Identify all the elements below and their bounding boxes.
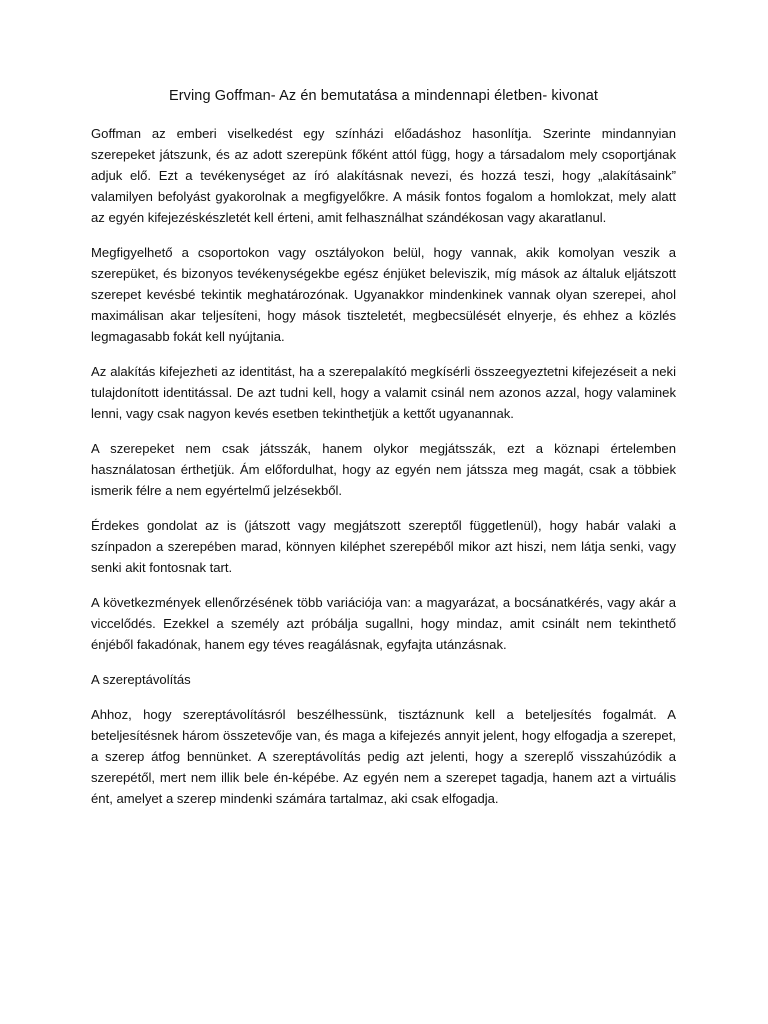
paragraph-roles: A szerepeket nem csak játsszák, hanem olykor megjátsszák, ezt a köznapi értelemben használatosan érthetjük. Ám előfordulhat, hogy az egyén nem játssza meg magát, csak a többiek ismerik félre a nem egyértelmű jelzésekből.: [91, 441, 676, 498]
paragraph-consequences: A következmények ellenőrzésének több variációja van: a magyarázat, a bocsánatkérés, vagy akár a viccelődés. Ezekkel a személy azt próbálja sugallni, hogy mindaz, amit csinált nem tekinthető énjéből fakadónak, hanem egy téves reagálásnak, egyfajta utánzásnak.: [91, 595, 676, 652]
paragraph-stage: Érdekes gondolat az is (játszott vagy megjátszott szereptől függetlenül), hogy habár valaki a színpadon a szerepében marad, könnyen kiléphet szerepéből mikor azt hiszi, nem látja senki, vagy senki akit fontosnak tart.: [91, 518, 676, 575]
paragraph-groups: Megfigyelhető a csoportokon vagy osztályokon belül, hogy vannak, akik komolyan veszik a szerepüket, és bizonyos tevékenységekbe egész énjüket beleviszik, míg mások az általuk eljátszott szerepet kevésbé tekintik meghatározónak. Ugyanakkor mindenkinek vannak olyan szerepei, ahol maximálisan akar teljesíteni, hogy mások tiszteletét, megbecsülését elnyerje, és ehhez a közlés legmagasabb fokát kell nyújtania.: [91, 245, 676, 344]
paragraph-intro: Goffman az emberi viselkedést egy színházi előadáshoz hasonlítja. Szerinte mindannyian szerepeket játszunk, és az adott szerepünk főként attól függ, hogy a társadalom mely csoportjának adjuk elő. Ezt a tevékenységet az író alakításnak nevezi, és hozzá teszi, hogy „alakításaink” valamilyen befolyást gyakorolnak a megfigyelőkre. A másik fontos fogalom a homlokzat, mely alatt az egyén kifejezéskészletét kell érteni, amit felhasználhat szándékosan vagy akaratlanul.: [91, 126, 676, 225]
document-title: Erving Goffman- Az én bemutatása a mindennapi életben- kivonat: [168, 88, 599, 104]
paragraph-role-distance: Ahhoz, hogy szereptávolításról beszélhessünk, tisztáznunk kell a beteljesítés fogalmát. A beteljesítésnek három összetevője van, és maga a kifejezés annyit jelent, hogy elfogadja a szerepet, a szerep átfog bennünket. A szereptávolítás pedig azt jelenti, hogy a szereplő visszahúzódik a szerepétől, mert nem illik bele én-képébe. Az egyén nem a szerepet tagadja, hanem azt a virtuális ént, amelyet a szerep mindenki számára tartalmaz, aki csak elfogadja.: [91, 707, 676, 806]
section-heading: A szereptávolítás: [91, 672, 191, 687]
paragraph-identity: Az alakítás kifejezheti az identitást, ha a szerepalakító megkísérli összeegyeztetni kifejezéseit a neki tulajdonított identitással. De azt tudni kell, hogy a valamit csinál nem azonos azzal, hogy valaminek lenni, vagy csak nagyon kevés esetben tekinthetjük a kettőt ugyanannak.: [91, 364, 676, 421]
document-page: [91, 86, 676, 823]
